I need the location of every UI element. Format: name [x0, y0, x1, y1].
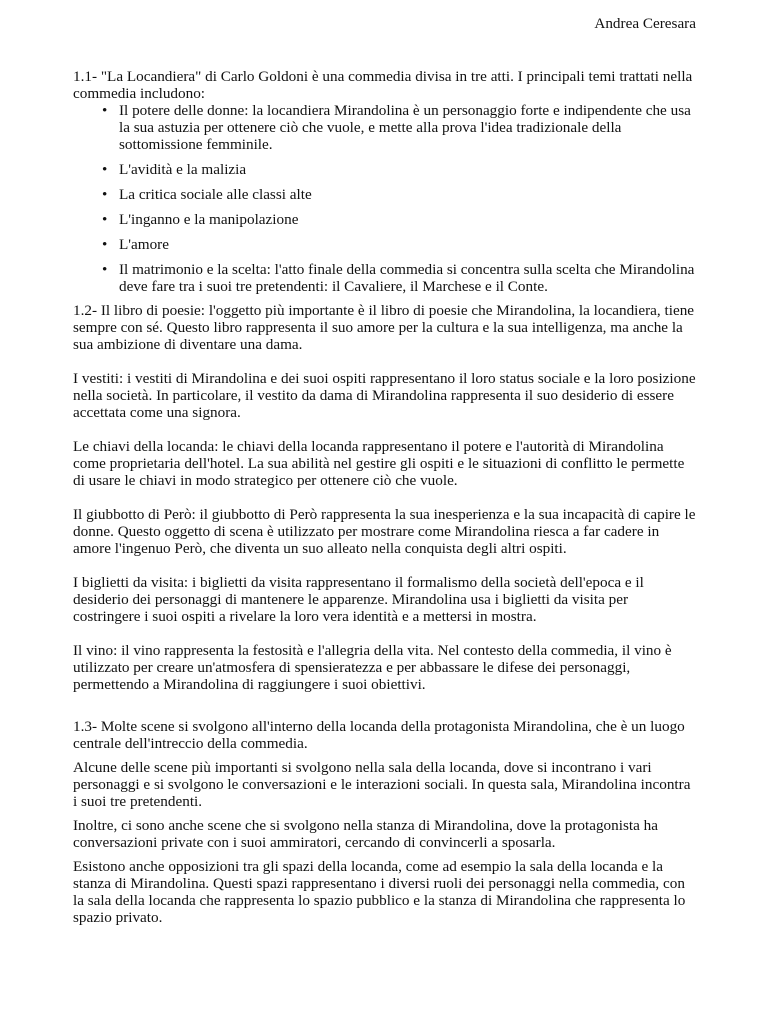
themes-list [73, 102, 698, 295]
section-2-paragraph: 1.2- Il libro di poesie: l'oggetto più importante è il libro di poesie che Mirandolina, la locandiera, tiene sempre con sé. Questo libro rappresenta il suo amore per la cultura e la sua intelligenza, ma anche la sua ambizione di diventare una dama. [73, 302, 695, 353]
list-item [102, 102, 698, 153]
section-2-paragraph: Le chiavi della locanda: le chiavi della locanda rappresentano il potere e l'autorità di Mirandolina come proprietaria dell'hotel. La sua abilità nel gestire gli ospiti e le situazioni di conflitto le permette di usare le chiavi in modo strategico per ottenere ciò che vuole. [73, 438, 685, 489]
section-2-paragraph: I biglietti da visita: i biglietti da visita rappresentano il formalismo della società dell'epoca e il desiderio dei personaggi di mantenere le apparenze. Mirandolina usa i biglietti da visita per costringere i suoi ospiti a rivelare la loro vera identità e a mettersi in mostra. [73, 574, 644, 625]
list-item-text: L'amore [119, 236, 169, 253]
bullet-icon: • [102, 211, 108, 228]
section-3-paragraph: Inoltre, ci sono anche scene che si svolgono nella stanza di Mirandolina, dove la protagonista ha conversazioni private con i suoi ammiratori, cercando di convincerli a sposarla. [73, 817, 658, 851]
section-2-paragraph: Il vino: il vino rappresenta la festosità e l'allegria della vita. Nel contesto della commedia, il vino è utilizzato per creare un'atmosfera di spensieratezza e per abbassare le difese dei personaggi, permettendo a Mirandolina di raggiungere i suoi obiettivi. [73, 642, 672, 693]
bullet-icon: • [102, 236, 108, 253]
list-item [102, 211, 698, 228]
bullet-icon: • [102, 261, 108, 278]
list-item [102, 261, 698, 295]
list-item-text: L'inganno e la manipolazione [119, 211, 299, 228]
list-item-text: Il matrimonio e la scelta: l'atto finale della commedia si concentra sulla scelta che Mirandolina deve fare tra i suoi tre pretendenti: il Cavaliere, il Marchese e il Conte. [119, 261, 695, 295]
section-2-paragraph: I vestiti: i vestiti di Mirandolina e dei suoi ospiti rappresentano il loro status sociale e la loro posizione nella società. In particolare, il vestito da dama di Mirandolina rappresenta il suo desiderio di essere accettata come una signora. [73, 370, 696, 421]
bullet-icon: • [102, 161, 108, 178]
list-item-text: Il potere delle donne: la locandiera Mirandolina è un personaggio forte e indipendente che usa la sua astuzia per ottenere ciò che vuole, e mette alla prova l'idea tradizionale della sottomissione femminile. [119, 102, 691, 153]
bullet-icon: • [102, 102, 108, 119]
section-3-paragraph: Esistono anche opposizioni tra gli spazi della locanda, come ad esempio la sala della locanda e la stanza di Mirandolina. Questi spazi rappresentano i diversi ruoli dei personaggi nella commedia, con la sala della locanda che rappresenta lo spazio pubblico e la stanza di Mirandolina che rappresenta lo spazio privato. [73, 858, 686, 926]
section-1-intro: 1.1- "La Locandiera" di Carlo Goldoni è una commedia divisa in tre atti. I principali temi trattati nella commedia includono: [73, 68, 693, 102]
bullet-icon: • [102, 186, 108, 203]
author-name: Andrea Ceresara [594, 15, 696, 32]
section-2-paragraph: Il giubbotto di Però: il giubbotto di Però rappresenta la sua inesperienza e la sua incapacità di capire le donne. Questo oggetto di scena è utilizzato per mostrare come Mirandolina riesca a far cadere in amore l'ingenuo Però, che diventa un suo alleato nella conquista degli altri ospiti. [73, 506, 696, 557]
list-item-text: L'avidità e la malizia [119, 161, 247, 178]
section-3-paragraph: Alcune delle scene più importanti si svolgono nella sala della locanda, dove si incontrano i vari personaggi e si svolgono le conversazioni e le interazioni sociali. In questa sala, Mirandolina incontra i suoi tre pretendenti. [73, 759, 691, 810]
section-3-paragraph: 1.3- Molte scene si svolgono all'interno della locanda della protagonista Mirandolina, che è un luogo centrale dell'intreccio della commedia. [73, 718, 685, 752]
list-item [102, 161, 698, 178]
list-item [102, 186, 698, 203]
list-item-text: La critica sociale alle classi alte [119, 186, 312, 203]
list-item [102, 236, 698, 253]
document-body [73, 68, 698, 926]
